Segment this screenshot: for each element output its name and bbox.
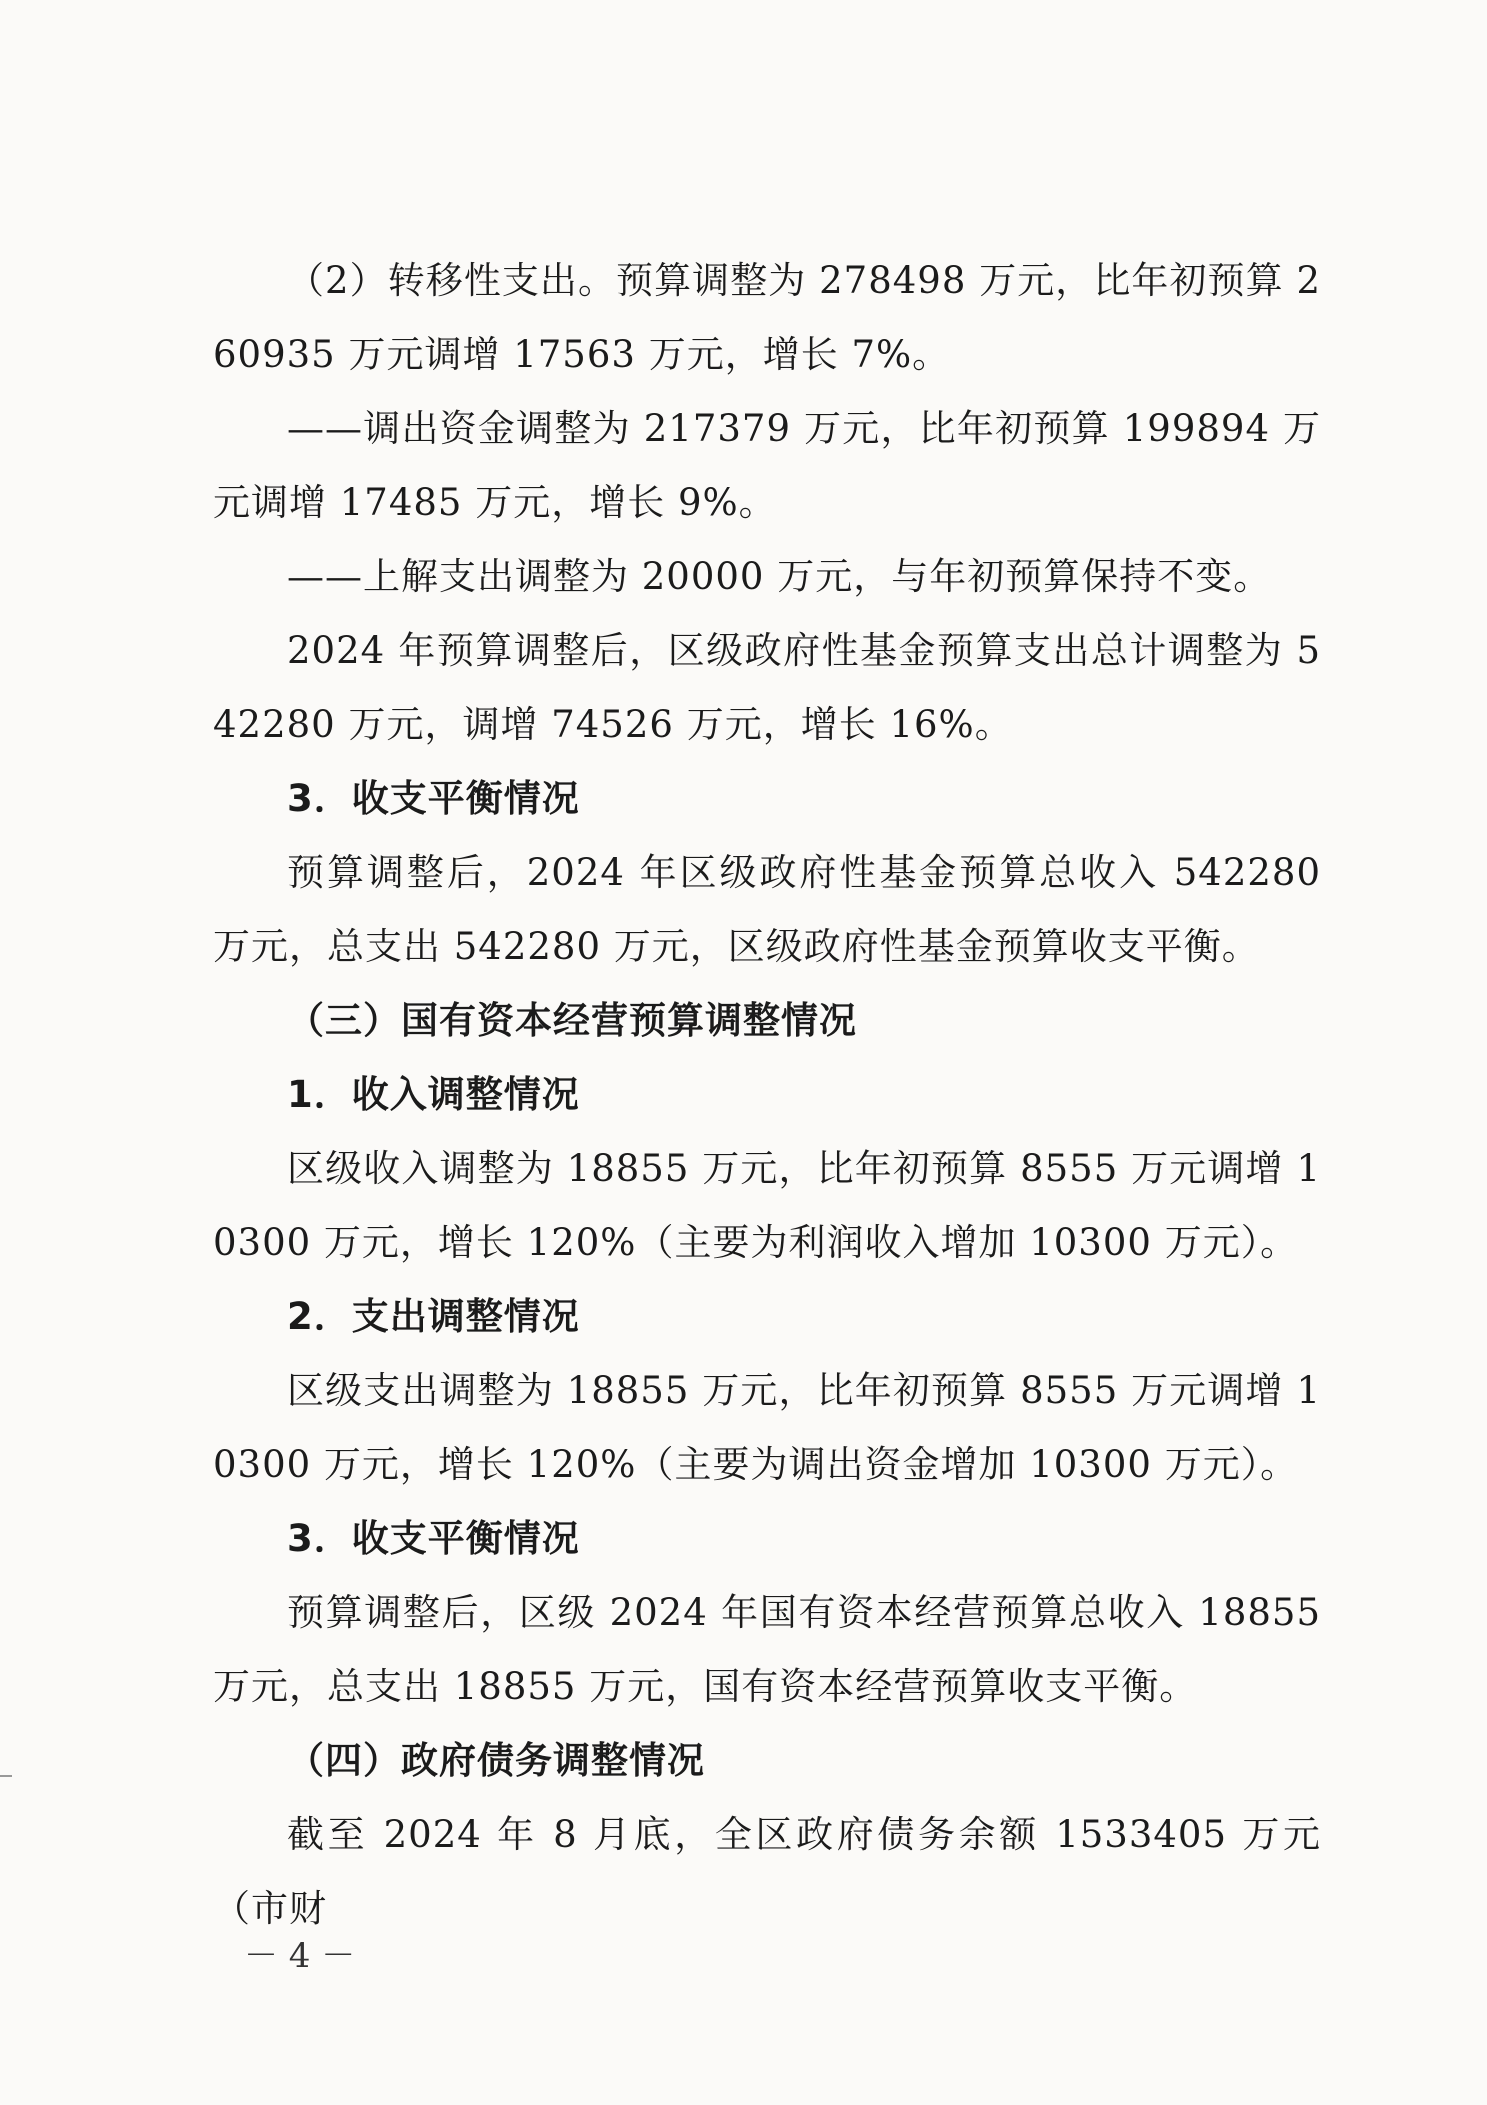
paragraph-capital-balance: 预算调整后，区级 2024 年国有资本经营预算总收入 18855 万元，总支出 18855 万元，国有资本经营预算收支平衡。 <box>213 1591 1321 1708</box>
paragraph-revenue-adjustment: 区级收入调整为 18855 万元，比年初预算 8555 万元调增 10300 万元，增长 120%（主要为利润收入增加 10300 万元）。 <box>213 1147 1321 1264</box>
document-body <box>213 244 1321 1946</box>
paragraph-remittance-expenditure: ——上解支出调整为 20000 万元，与年初预算保持不变。 <box>287 555 1272 598</box>
paragraph-transfer-out-funds: ——调出资金调整为 217379 万元，比年初预算 199894 万元调增 17485 万元，增长 9%。 <box>213 407 1321 524</box>
heading-expenditure-adjustment: 2．支出调整情况 <box>287 1295 580 1338</box>
paragraph-expenditure-adjustment: 区级支出调整为 18855 万元，比年初预算 8555 万元调增 10300 万元，增长 120%（主要为调出资金增加 10300 万元）。 <box>213 1369 1321 1486</box>
paragraph-fund-expenditure-total: 2024 年预算调整后，区级政府性基金预算支出总计调整为 542280 万元，调增 74526 万元，增长 16%。 <box>213 629 1321 746</box>
heading-capital-balance: 3．收支平衡情况 <box>287 1517 580 1560</box>
paragraph-fund-balance: 预算调整后，2024 年区级政府性基金预算总收入 542280 万元，总支出 542280 万元，区级政府性基金预算收支平衡。 <box>213 851 1321 968</box>
paragraph-government-debt: 截至 2024 年 8 月底，全区政府债务余额 1533405 万元（市财 <box>213 1813 1321 1930</box>
heading-state-capital-budget: （三）国有资本经营预算调整情况 <box>287 999 857 1042</box>
heading-government-debt: （四）政府债务调整情况 <box>287 1739 705 1782</box>
page-number: － 4 － <box>244 1936 356 1976</box>
margin-mark <box>0 1775 12 1777</box>
paragraph-transfer-expenditure: （2）转移性支出。预算调整为 278498 万元，比年初预算 260935 万元调增 17563 万元，增长 7%。 <box>213 259 1321 376</box>
heading-fund-balance: 3．收支平衡情况 <box>287 777 580 820</box>
heading-revenue-adjustment: 1．收入调整情况 <box>287 1073 580 1116</box>
